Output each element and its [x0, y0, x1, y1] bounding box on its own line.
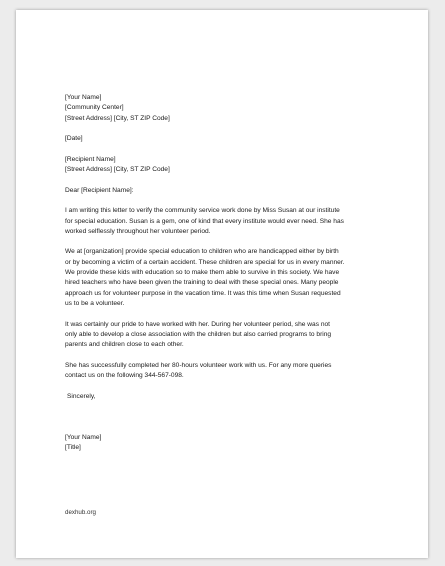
- letter-date: [Date]: [65, 135, 83, 143]
- letter-content: [65, 93, 395, 453]
- salutation: Dear [Recipient Name]:: [65, 186, 134, 194]
- paragraph-line: for special education. Susan is a gem, one of kind that every institute would ever need. She has: [65, 217, 344, 225]
- paragraph-line: parents and children close to each other.: [65, 341, 184, 349]
- sender-name: [Your Name]: [65, 94, 102, 101]
- recipient-block: [65, 155, 395, 176]
- body-paragraph-4: [65, 361, 395, 382]
- recipient-address: [Street Address] [City, ST ZIP Code]: [65, 166, 170, 174]
- paragraph-line: hired teachers who have been given the training to deal with these special ones. Many people: [65, 279, 339, 287]
- paragraph-line: We at [organization] provide special education to children who are handicapped either by birth: [65, 248, 339, 256]
- closing: Sincerely,: [67, 392, 96, 400]
- sender-address: [Street Address] [City, ST ZIP Code]: [65, 114, 170, 122]
- signature-title: [Title]: [65, 444, 81, 452]
- body-paragraph-1: [65, 206, 395, 237]
- signature-name: [Your Name]: [65, 433, 102, 441]
- paragraph-line: approach us for volunteer purpose in the vacation time. It was this time when Susan requested: [65, 289, 341, 297]
- body-paragraph-2: [65, 247, 395, 309]
- paragraph-line: only able to develop a close association with the children but also carried programs to bring: [65, 330, 332, 338]
- paragraph-line: It was certainly our pride to have worked with her. During her volunteer period, she was not: [65, 320, 330, 328]
- paragraph-line: I am writing this letter to verify the community service work done by Miss Susan at our institute: [65, 207, 340, 215]
- sender-organization: [Community Center]: [65, 104, 124, 112]
- footer-watermark: dexhub.org: [65, 509, 96, 516]
- paragraph-line: worked selflessly throughout her volunteer period.: [65, 227, 211, 235]
- paragraph-line: us to be a volunteer.: [65, 299, 125, 307]
- recipient-name: [Recipient Name]: [65, 155, 116, 163]
- sender-block: [65, 93, 395, 124]
- body-paragraph-3: [65, 320, 395, 351]
- paragraph-line: We provide these kids with education so to make them able to survive in this society. We have: [65, 269, 340, 277]
- document-page: [16, 10, 428, 558]
- signature-block: [65, 433, 395, 454]
- paragraph-line: or by becoming a victim of a certain accident. These children are special for us in every manner.: [65, 258, 345, 266]
- paragraph-line: contact us on the following 344-567-098.: [65, 372, 184, 380]
- paragraph-line: She has successfully completed her 80-hours volunteer work with us. For any more queries: [65, 361, 332, 369]
